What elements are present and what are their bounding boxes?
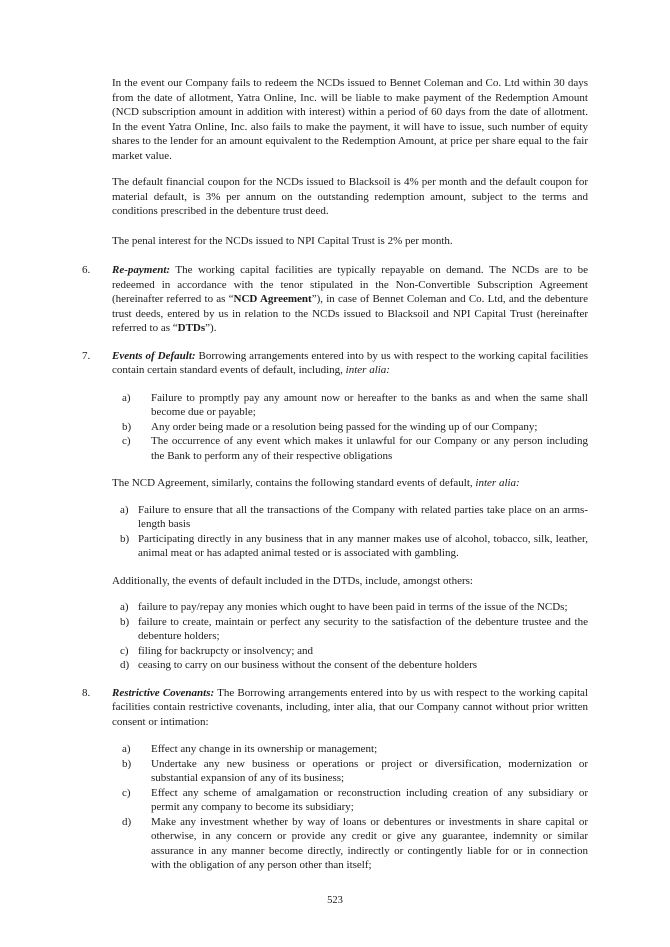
item-body: [112, 349, 588, 378]
list-item-text: Any order being made or a resolution being passed for the winding up of our Company;: [151, 420, 538, 433]
item-body: [112, 686, 588, 730]
list-item-letter: b): [120, 532, 130, 545]
list-item-letter: b): [122, 420, 132, 433]
paragraph-ncd-agreement: [112, 476, 588, 491]
item-text-segment: ”), in case of Bennet Coleman and Co. Ltd, and the debenture trust deeds, entered by us in relation to the NCDs issued to Blacksoil and NPI Capital Trust (hereinafter referred to as “: [112, 293, 588, 334]
list-item-letter: a): [120, 503, 129, 516]
list-item-text: The occurrence of any event which makes it unlawful for our Company or any person including the Bank to perform any of their respective obligations: [151, 435, 588, 462]
paragraph-default-coupon: The default financial coupon for the NCDs issued to Blacksoil is 4% per month and the default coupon for material default, is 3% per annum on the outstanding redemption amount, subject to the terms and conditions prescribed in the debenture trust deed.: [112, 176, 588, 217]
list-item: [122, 786, 588, 815]
list-item-text: failure to pay/repay any monies which ought to have been paid in terms of the issue of the NCDs;: [138, 601, 568, 613]
list-item-text: Failure to ensure that all the transactions of the Company with related parties take place on an arms-length basis: [138, 503, 588, 530]
list-item: [122, 434, 588, 463]
paragraph-penal-interest: The penal interest for the NCDs issued to NPI Capital Trust is 2% per month.: [112, 234, 453, 247]
list-item: [122, 420, 588, 435]
item-title: Restrictive Covenants:: [112, 686, 215, 699]
item-body: [112, 263, 588, 336]
events-of-default-list: [112, 391, 588, 464]
list-item: [122, 391, 588, 420]
list-item-text: Effect any scheme of amalgamation or reconstruction including creation of any subsidiary or permit any company to become its subsidiary;: [151, 786, 588, 813]
paragraph-redemption: In the event our Company fails to redeem the NCDs issued to Bennet Coleman and Co. Ltd within 30 days from the date of allotment, Yatra Online, Inc. will be liable to make payment of the Redemption Amount (NCD subscription amount in addition with interest) within a period of 60 days from the date of allotment. In the event Yatra Online, Inc. also fails to make the payment, it will have to issue, such number of equity shares to the lender for an amount equivalent to the Redemption Amount, at price per share equal to the fair market value.: [112, 77, 588, 162]
item-number: 6.: [82, 264, 91, 276]
list-item-text: Participating directly in any business that in any manner makes use of alcohol, tobacco, silk, leather, animal meat or has adapted animal tested or is associated with gambling.: [138, 532, 588, 559]
list-item-letter: c): [120, 644, 129, 657]
list-item-letter: c): [122, 435, 131, 447]
ncd-events-list: [112, 503, 588, 561]
item-title: Events of Default:: [112, 349, 196, 362]
numbered-item-8: [82, 686, 588, 730]
list-item: [122, 815, 588, 873]
restrictive-covenants-list: [112, 742, 588, 873]
list-item-letter: c): [122, 786, 131, 799]
latin-phrase: inter alia:: [345, 364, 390, 376]
list-item-letter: a): [120, 601, 129, 613]
item-text-segment: The working capital facilities are typically repayable on demand. The NCDs are to be redeemed in accordance with the tenor stipulated in the Non-Convertible Subscription Agreement (hereinafter referred to as “: [112, 264, 588, 305]
paragraph-text-segment: The NCD Agreement, similarly, contains the following standard events of default,: [112, 477, 476, 489]
list-item: [120, 532, 588, 561]
item-title: Re-payment:: [112, 264, 171, 276]
list-item-letter: a): [122, 391, 131, 404]
list-item: [120, 644, 588, 659]
list-item-text: ceasing to carry on our business without the consent of the debenture holders: [138, 659, 478, 671]
dtd-events-list: [112, 600, 588, 673]
item-text-segment: The Borrowing arrangements entered into by us with respect to the working capital facilities contain restrictive covenants, including, inter alia, that our Company cannot without prior written consent or intimation:: [112, 686, 588, 728]
list-item-letter: a): [122, 743, 131, 755]
list-item: [120, 503, 588, 532]
list-item-text: filing for backrupcty or insolvency; and: [138, 644, 314, 657]
list-item-letter: b): [122, 757, 132, 770]
latin-phrase: inter alia:: [475, 477, 520, 489]
list-item: [122, 757, 588, 786]
item-number: 7.: [82, 349, 91, 362]
list-item-text: Undertake any new business or operations or project or diversification, modernization or substantial expansion of any of its business;: [151, 757, 588, 784]
list-item: [120, 600, 588, 615]
defined-term-ncd-agreement: NCD Agreement: [233, 293, 312, 305]
item-text-segment: ”).: [205, 322, 217, 334]
item-text-segment: Borrowing arrangements entered into by us with respect to the working capital facilities contain certain standard events of default, including,: [112, 349, 588, 376]
list-item-text: Make any investment whether by way of loans or debentures or investments in share capital or otherwise, in any concern or provide any credit or give any guarantee, indemnity or similar assurance in any manner become directly, indirectly or contingently liable for or in connection with the obligation of any person other than itself;: [151, 815, 588, 871]
list-item: [122, 742, 588, 757]
defined-term-dtds: DTDs: [177, 322, 206, 334]
list-item-letter: b): [120, 615, 130, 628]
list-item-letter: d): [122, 815, 132, 828]
page-number: 523: [327, 895, 343, 906]
numbered-item-7: [82, 349, 588, 378]
list-item: [120, 658, 588, 673]
numbered-item-6: [82, 263, 588, 336]
list-item: [120, 615, 588, 644]
list-item-text: Effect any change in its ownership or management;: [151, 743, 378, 755]
item-number: 8.: [82, 686, 91, 699]
list-item-text: Failure to promptly pay any amount now or hereafter to the banks as and when the same shall become due or payable;: [151, 391, 588, 418]
list-item-text: failure to create, maintain or perfect any security to the satisfaction of the debenture trustee and the debenture holders;: [138, 615, 588, 642]
paragraph-dtd-intro: Additionally, the events of default included in the DTDs, include, amongst others:: [112, 574, 473, 587]
list-item-letter: d): [120, 659, 130, 671]
